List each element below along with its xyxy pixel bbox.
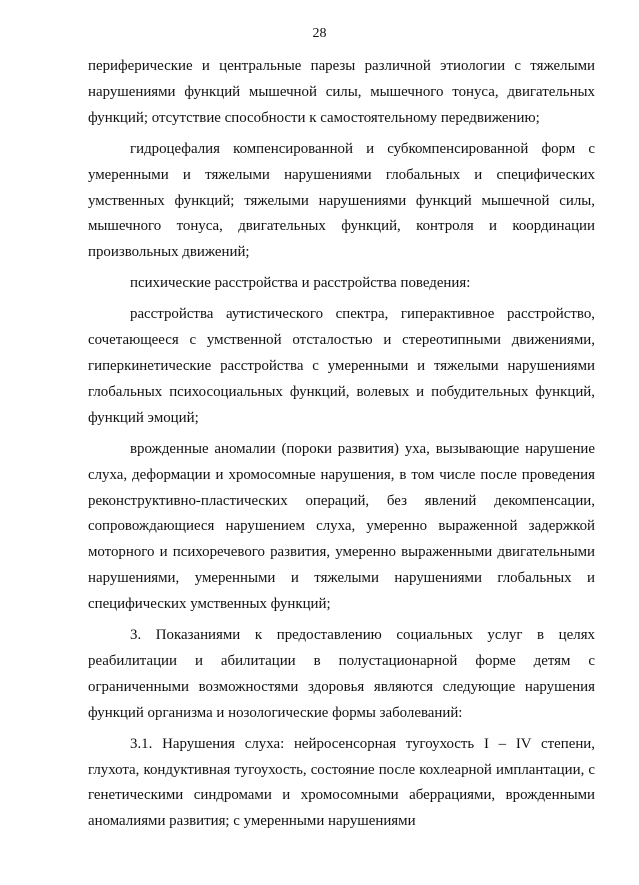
paragraph-mental-disorders-heading: психические расстройства и расстройства поведения:	[130, 275, 471, 292]
paragraph-section-3: 3. Показаниями к предоставлению социальных услуг в целях реабилитации и абилитации в полустационарной форме детям с ограниченными возможностями здоровья являются следующие нарушения функций организма и нозологические формы заболеваний:	[88, 627, 595, 721]
paragraph-paresis: периферические и центральные парезы различной этиологии с тяжелыми нарушениями функций мышечной силы, мышечного тонуса, двигательных функций; отсутствие способности к самостоятельному передвижению;	[88, 58, 595, 126]
paragraph-autism-spectrum: расстройства аутистического спектра, гиперактивное расстройство, сочетающееся с умственной отсталостью и стереотипными движениями, гиперкинетические расстройства с умеренными и тяжелыми нарушениями глобальных психосоциальных функций, волевых и побудительных функций, функций эмоций;	[88, 306, 595, 426]
paragraph-ear-anomalies: врожденные аномалии (пороки развития) уха, вызывающие нарушение слуха, деформации и хромосомные нарушения, в том числе после проведения реконструктивно-пластических операций, без явлений декомпенсации, сопровождающиеся нарушением слуха, умеренно выраженной задержкой моторного и психоречевого развития, умеренно выраженными двигательными нарушениями, умеренными и тяжелыми нарушениями глобальных и специфических умственных функций;	[88, 440, 595, 613]
document-body	[88, 54, 595, 835]
paragraph-hydrocephalus: гидроцефалия компенсированной и субкомпенсированной форм с умеренными и тяжелыми нарушениями глобальных и специфических умственных функций; тяжелыми нарушениями функций мышечной силы, мышечного тонуса, двигательных функций, контроля и координации произвольных движений;	[88, 140, 595, 261]
paragraph-section-3-1: 3.1. Нарушения слуха: нейросенсорная тугоухость I – IV степени, глухота, кондуктивная тугоухость, состояние после кохлеарной имплантации, с генетическими синдромами и хромосомными аберрациями, врожденными аномалиями развития; с умеренными нарушениями	[88, 735, 595, 830]
page-number: 28	[312, 26, 327, 41]
